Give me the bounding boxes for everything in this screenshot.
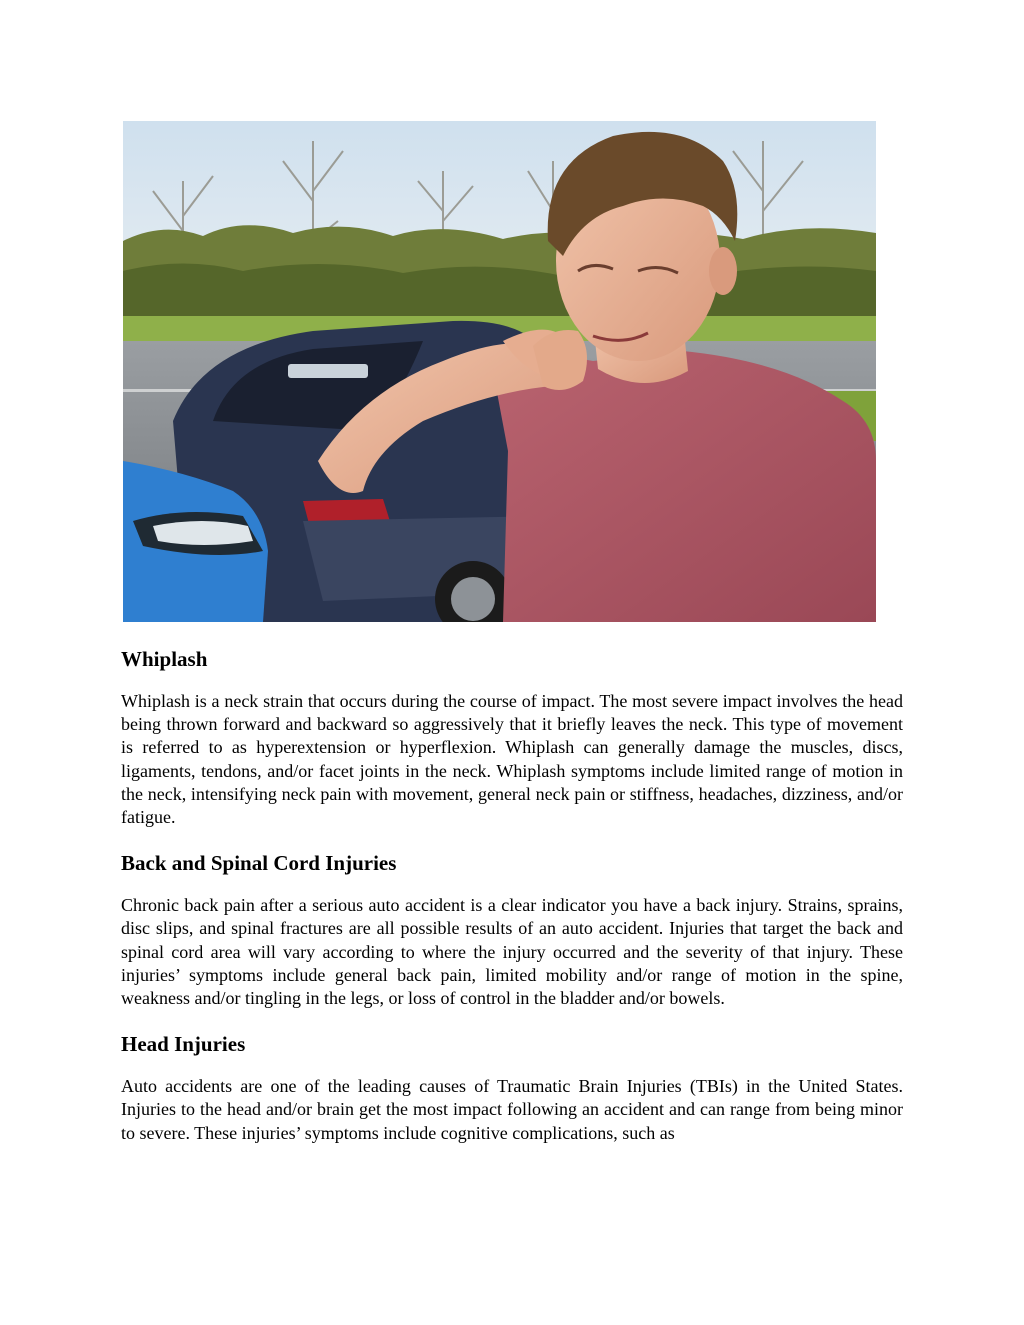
section-heading-back-spinal: Back and Spinal Cord Injuries: [121, 851, 397, 876]
section-body-head-injuries: Auto accidents are one of the leading causes of Traumatic Brain Injuries (TBIs) in the United States. Injuries to the head and/or brain get the most impact following an accident and can range from being minor to severe. These injuries’ symptoms include cognitive complications, such as: [121, 1076, 903, 1143]
injured-man-photo: [123, 121, 876, 622]
section-heading-whiplash: Whiplash: [121, 647, 208, 671]
section-body-back-spinal: Chronic back pain after a serious auto accident is a clear indicator you have a back injury. Strains, sprains, disc slips, and spinal fractures are all possible results of an auto accident. Injuries that target the back and spinal cord area will vary according to where the injury occurred and the severity of that injury. These injuries’ symptoms include general back pain, limited mobility and/or range of motion in the spine, weakness and/or tingling in the legs, or loss of control in the bladder and/or bowels.: [121, 895, 903, 1009]
article-content: [121, 644, 903, 1164]
section-body-whiplash: Whiplash is a neck strain that occurs during the course of impact. The most severe impact involves the head being thrown forward and backward so aggressively that it briefly leaves the neck. This type of movement is referred to as hyperextension or hyperflexion. Whiplash can generally damage the muscles, discs, ligaments, tendons, and/or facet joints in the neck. Whiplash symptoms include limited range of motion in the neck, intensifying neck pain with movement, general neck pain or stiffness, headaches, dizziness, and/or fatigue.: [121, 691, 903, 828]
section-heading-head-injuries: Head Injuries: [121, 1032, 246, 1057]
